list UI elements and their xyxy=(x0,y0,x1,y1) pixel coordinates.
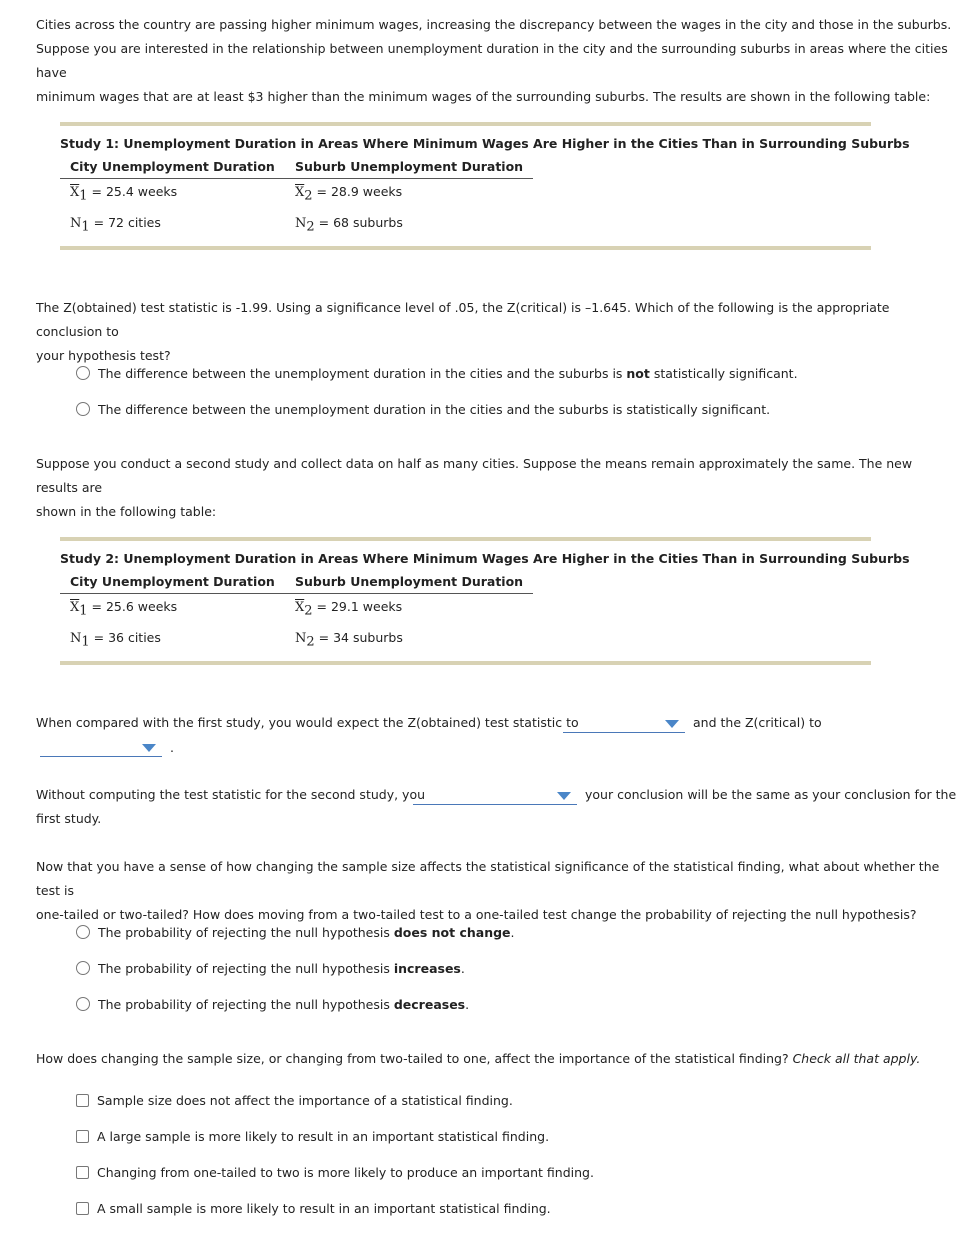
intro-paragraph xyxy=(36,13,952,109)
study-2-n1: $N_1 = 36$ cities xyxy=(70,629,161,649)
radio-icon[interactable] xyxy=(76,925,90,939)
q3-text-2: your conclusion will be the same as your conclusion for the xyxy=(585,787,957,802)
q5-option-4[interactable]: A small sample is more likely to result in an important statistical finding. xyxy=(76,1199,551,1219)
study-2-top-rule xyxy=(60,537,871,541)
study-2-x1: $\overline{X}_1 = 25.6$ weeks xyxy=(70,599,178,619)
q1-prompt: The Z(obtained) test statistic is -1.99. Using a significance level of .05, the Z(critical) is –1.645. Which of the following is the appropriate conclusion to your hypothesis test? xyxy=(36,300,890,363)
q2-period: . xyxy=(170,740,174,755)
study-1-title: Study 1: Unemployment Duration in Areas Where Minimum Wages Are Higher in the Cities Than in Surrounding Suburbs xyxy=(60,136,910,151)
study-2-n2: $N_2 = 34$ suburbs xyxy=(295,629,403,649)
radio-icon[interactable] xyxy=(76,961,90,975)
study-1-table xyxy=(60,122,910,250)
checkbox-icon[interactable] xyxy=(76,1166,89,1179)
study-2-x2: $\overline{X}_2 = 29.1$ weeks xyxy=(295,599,403,619)
study-1-data xyxy=(60,156,533,240)
study-2-col-suburb: Suburb Unemployment Duration xyxy=(285,571,533,594)
chevron-down-icon[interactable] xyxy=(142,744,156,752)
q2-text-1: When compared with the first study, you would expect the Z(obtained) test statistic to xyxy=(36,715,579,730)
q4-option-no-change[interactable]: The probability of rejecting the null hypothesis does not change. xyxy=(76,923,515,943)
study-1-bottom-rule xyxy=(60,246,871,250)
q2-text-2: and the Z(critical) to xyxy=(693,715,822,730)
q1-option-significant[interactable]: The difference between the unemployment duration in the cities and the suburbs is statistically significant. xyxy=(76,400,770,420)
study-1-top-rule xyxy=(60,122,871,126)
q5-option-2[interactable]: A large sample is more likely to result in an important statistical finding. xyxy=(76,1127,549,1147)
q3-text-3: first study. xyxy=(36,811,102,826)
study-1-x2: $\overline{X}_2 = 28.9$ weeks xyxy=(295,184,403,204)
q2-zcritical-dropdown[interactable] xyxy=(40,738,162,757)
radio-icon[interactable] xyxy=(76,997,90,1011)
q5-option-1[interactable]: Sample size does not affect the importance of a statistical finding. xyxy=(76,1091,513,1111)
study-2-table xyxy=(60,537,910,665)
second-study-paragraph: Suppose you conduct a second study and collect data on half as many cities. Suppose the means remain approximately the same. The new results are shown in the following table: xyxy=(36,456,913,519)
study-2-data xyxy=(60,571,533,655)
q2-zobtained-dropdown[interactable] xyxy=(563,714,685,733)
chevron-down-icon[interactable] xyxy=(557,792,571,800)
study-1-n2: $N_2 = 68$ suburbs xyxy=(295,214,403,234)
study-1-n1: $N_1 = 72$ cities xyxy=(70,214,161,234)
study-2-title: Study 2: Unemployment Duration in Areas Where Minimum Wages Are Higher in the Cities Than in Surrounding Suburbs xyxy=(60,551,910,566)
q1-option-not-significant[interactable]: The difference between the unemployment duration in the cities and the suburbs is not statistically significant. xyxy=(76,364,798,384)
study-1-col-city: City Unemployment Duration xyxy=(60,156,285,179)
intro-line-3: minimum wages that are at least $3 higher than the minimum wages of the surrounding suburbs. The results are shown in the following table: xyxy=(36,89,931,104)
checkbox-icon[interactable] xyxy=(76,1130,89,1143)
q3-text-1: Without computing the test statistic for the second study, you xyxy=(36,787,426,802)
q5-option-3[interactable]: Changing from one-tailed to two is more likely to produce an important finding. xyxy=(76,1163,594,1183)
study-2-bottom-rule xyxy=(60,661,871,665)
study-2-col-city: City Unemployment Duration xyxy=(60,571,285,594)
study-1-col-suburb: Suburb Unemployment Duration xyxy=(285,156,533,179)
checkbox-icon[interactable] xyxy=(76,1202,89,1215)
q4-option-increases[interactable]: The probability of rejecting the null hypothesis increases. xyxy=(76,959,465,979)
intro-line-1: Cities across the country are passing higher minimum wages, increasing the discrepancy between the wages in the city and those in the suburbs. xyxy=(36,17,952,32)
q3-certainty-dropdown[interactable] xyxy=(413,786,577,805)
study-1-x1: $\overline{X}_1 = 25.4$ weeks xyxy=(70,184,178,204)
q4-option-decreases[interactable]: The probability of rejecting the null hypothesis decreases. xyxy=(76,995,469,1015)
q5-prompt: How does changing the sample size, or changing from two-tailed to one, affect the importance of the statistical finding? Check all that apply. xyxy=(36,1051,921,1066)
radio-icon[interactable] xyxy=(76,366,90,380)
intro-line-2: Suppose you are interested in the relationship between unemployment duration in the city and the surrounding suburbs in areas where the cities have xyxy=(36,41,948,80)
checkbox-icon[interactable] xyxy=(76,1094,89,1107)
radio-icon[interactable] xyxy=(76,402,90,416)
chevron-down-icon[interactable] xyxy=(665,720,679,728)
q4-prompt: Now that you have a sense of how changing the sample size affects the statistical significance of the statistical finding, what about whether the test is one-tailed or two-tailed? How does moving from a two-tailed test to a one-tailed test change the probability of rejecting the null hypothesis? xyxy=(36,859,940,922)
